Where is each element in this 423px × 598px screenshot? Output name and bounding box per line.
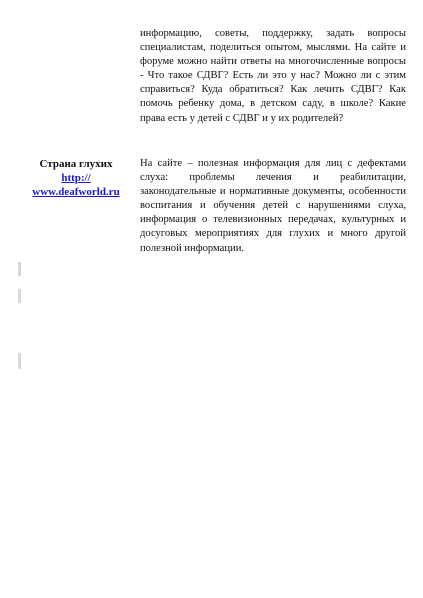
- site-link-protocol[interactable]: http://: [61, 172, 91, 184]
- edge-mark: [18, 289, 21, 303]
- site-title: Страна глухих: [39, 158, 113, 170]
- paragraph-deafworld-description: На сайте – полезная информация для лиц с дефектами слуха: проблемы лечения и реабилитации, законодательные и нормативные документы, особенности воспитания и обучения детей с нарушениями слуха, информация о телевизионных передачах, культурных и досуговых мероприятиях для глухих и много другой полезной информации.: [140, 158, 406, 254]
- site-link-domain[interactable]: www.deafworld.ru: [32, 186, 120, 198]
- edge-mark: [18, 353, 21, 369]
- site-link-deafworld[interactable]: [20, 171, 132, 199]
- site-entry-deafworld: [20, 157, 132, 199]
- edge-mark: [18, 262, 21, 276]
- paragraph-adhd-info: информацию, советы, поддержку, задать вопросы специалистам, поделиться опытом, мыслями. На сайте и форуме можно найти ответы на многочисленные вопросы - Что такое СДВГ? Есть ли это у нас? Можно ли с этим справиться? Куда обратиться? Как лечить СДВГ? Как помочь ребенку дома, в детском саду, в школе? Какие права есть у детей с СДВГ и у их родителей?: [140, 28, 406, 124]
